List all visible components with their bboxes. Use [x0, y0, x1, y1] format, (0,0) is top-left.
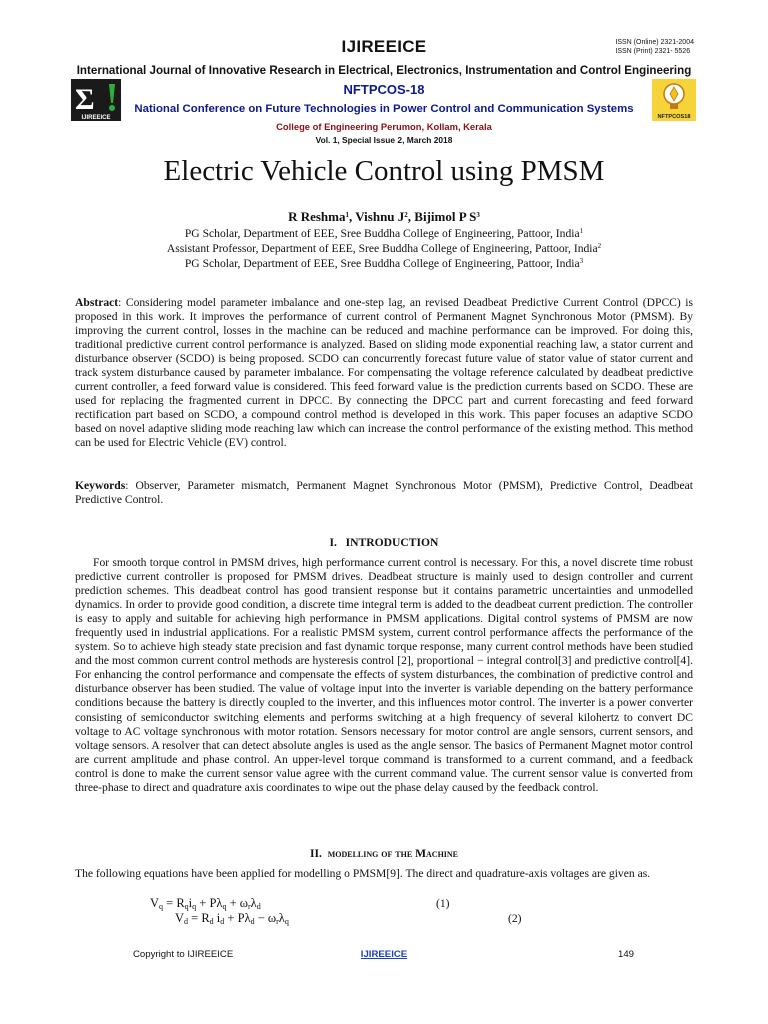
svg-text:Σ: Σ — [75, 83, 95, 116]
author-name: R Reshma — [288, 209, 346, 224]
author-separator: , — [407, 209, 415, 224]
equation-1: $V_q = R_qi_q + P\lambda_q + \omega_r\lambda_d$ — [150, 896, 261, 911]
author-name: Bijimol P S — [414, 209, 477, 224]
footer-journal-link[interactable]: IJIREEICE — [360, 949, 408, 960]
affiliation — [0, 257, 768, 270]
keywords-text: : Observer, Parameter mismatch, Permanent Magnet Synchronous Motor (PMSM), Predictive Control, Deadbeat Predictive Control. — [75, 479, 693, 507]
introduction-paragraph: For smooth torque control in PMSM drives, high performance current control is necessary. For this, a novel discrete time robust predictive current controller is proposed for PMSM drives. Deadbeat structure is mainly used to design controller and current prediction schemes. This deadbeat control has good transient response but it contains parametric uncertainties and unmodelled dynamics. In order to provide good condition, a discrete time integral term is added to the deadbeat current prediction. The controller is easy to apply and suitable for achieving high performance in PMSM applications. Digital control systems of PMSM are now frequently used in industrial applications. For a realistic PMSM system, current control performance affects the performance of the system. So to achieve high steady state precision and fast dynamic torque response, many current control methods have been studied and the most common current control methods are hysteresis control [2], proportional − integral control[3] and predictive control[4]. For enhancing the control performance and compensate the effects of system disturbances, the combination of predictive control and disturbance observer has been studied. The value of voltage input into the inverter is variable depending on the battery performance conditions because the battery is directly coupled to the inverter, and this influences motor control. The inverter is a power converter consisting of semiconductor switching elements and performs switching at a high frequency of several kilohertz to convert DC voltage to AC voltage synchronous with motor rotation. Sensors necessary for motor control are angle sensors, current sensors, and voltage sensors. A resolver that can detect absolute angles is used as the angle sensor. The basics of Permanent Magnet motor control are current amplitude and phase control. An upper-level torque command is transformed to a current command, and a feedback control is done to make the current sensor value agree with the current command value. The current sensor value is converted from three-phase to direct and quadrature axis coordinates to wipe out the phase delay caused by the feedback control. — [75, 556, 693, 794]
college-name: College of Engineering Perumon, Kollam, Kerala — [276, 121, 492, 132]
section-heading-introduction — [0, 536, 768, 549]
section-number: I. — [329, 536, 337, 549]
section-title: INTRODUCTION — [345, 536, 439, 549]
equation-2: $V_d = R_d$ $i_d + P\lambda_d - \omega_r\lambda_q$ — [175, 911, 289, 926]
abstract-label: Abstract — [75, 296, 119, 309]
affiliation — [0, 242, 768, 255]
keywords — [75, 479, 693, 507]
issn-online: ISSN (Online) 2321-2004 — [615, 39, 694, 46]
journal-short-title: IJIREEICE — [341, 37, 427, 56]
page-number: 149 — [618, 949, 635, 960]
conference-full-title: National Conference on Future Technologies in Power Control and Communication Systems — [134, 103, 634, 115]
affiliation-text: PG Scholar, Department of EEE, Sree Buddha College of Engineering, Pattoor, India — [184, 227, 580, 240]
affiliation-mark: 1 — [579, 227, 584, 235]
section-title: modelling of the Machine — [327, 847, 459, 860]
abstract-text: : Considering model parameter imbalance and one-step lag, an revised Deadbeat Predictive Current Control (DPCC) is proposed in this work. It improves the performance of current control of Permanent Magnet Synchronous Motor (PMSM). By improving the current control, losses in the machine can be reduced and machine performance can be improved. For doing this, traditional predictive current control performance is analyzed. Based on sliding mode exponential reaching law, a stator current and disturbance observer (SCDO) is being proposed. SCDO can concurrently forecast future value of stator value of stator current and track system disturbance caused by parameter imbalance. For compensating the voltage reference calculated by deadbeat predictive current controller, a feed forward value is considered. This feed forward value is the prediction currents based on SCDO. These are used for replacing the fragmented current in DPCC. By connecting the DPCC part and current forecasting and feed forward rectification part based on SCDO, a compound control method is developed in this work. This paper focuses an adaptive SCDO based on novel adaptive sliding mode reaching law which can increase the control performance of the existing method. This method can be used for Electric Vehicle (EV) control. — [75, 296, 693, 450]
right-logo-text: NFTPCOS18 — [657, 114, 691, 120]
section-number: II. — [309, 847, 322, 860]
paper-title: Electric Vehicle Control using PMSM — [163, 155, 605, 187]
modelling-paragraph: The following equations have been applied for modelling o PMSM[9]. The direct and quadrature-axis voltages are given as. — [75, 867, 651, 880]
author-separator: , — [349, 209, 356, 224]
author-list — [0, 209, 768, 225]
left-logo-text: IJIREEICE — [81, 115, 111, 121]
section-heading-modelling — [0, 847, 768, 860]
issn-print: ISSN (Print) 2321- 5526 — [615, 48, 691, 55]
affiliation-text: Assistant Professor, Department of EEE, Sree Buddha College of Engineering, Pattoor, India — [166, 242, 598, 255]
equation-number: (2) — [508, 912, 522, 925]
author-affil-mark: 3 — [476, 211, 480, 219]
volume-info: Vol. 1, Special Issue 2, March 2018 — [315, 135, 453, 145]
footer-copyright: Copyright to IJIREEICE — [133, 949, 234, 960]
author-affil-mark: 1 — [345, 211, 349, 219]
abstract — [75, 296, 693, 451]
conference-short-title: NFTPCOS-18 — [343, 82, 425, 97]
journal-full-title: International Journal of Innovative Research in Electrical, Electronics, Instrumentation and Control Engineering — [76, 64, 692, 77]
affiliation — [0, 227, 768, 240]
equation-number: (1) — [436, 897, 450, 910]
author-name: Vishnu J — [355, 209, 405, 224]
affiliation-text: PG Scholar, Department of EEE, Sree Buddha College of Engineering, Pattoor, India — [184, 257, 580, 270]
keywords-label: Keywords — [75, 479, 126, 492]
affiliation-mark: 3 — [579, 257, 584, 265]
issn-block — [615, 38, 694, 56]
author-affil-mark: 2 — [404, 211, 408, 219]
affiliation-mark: 2 — [597, 242, 602, 250]
